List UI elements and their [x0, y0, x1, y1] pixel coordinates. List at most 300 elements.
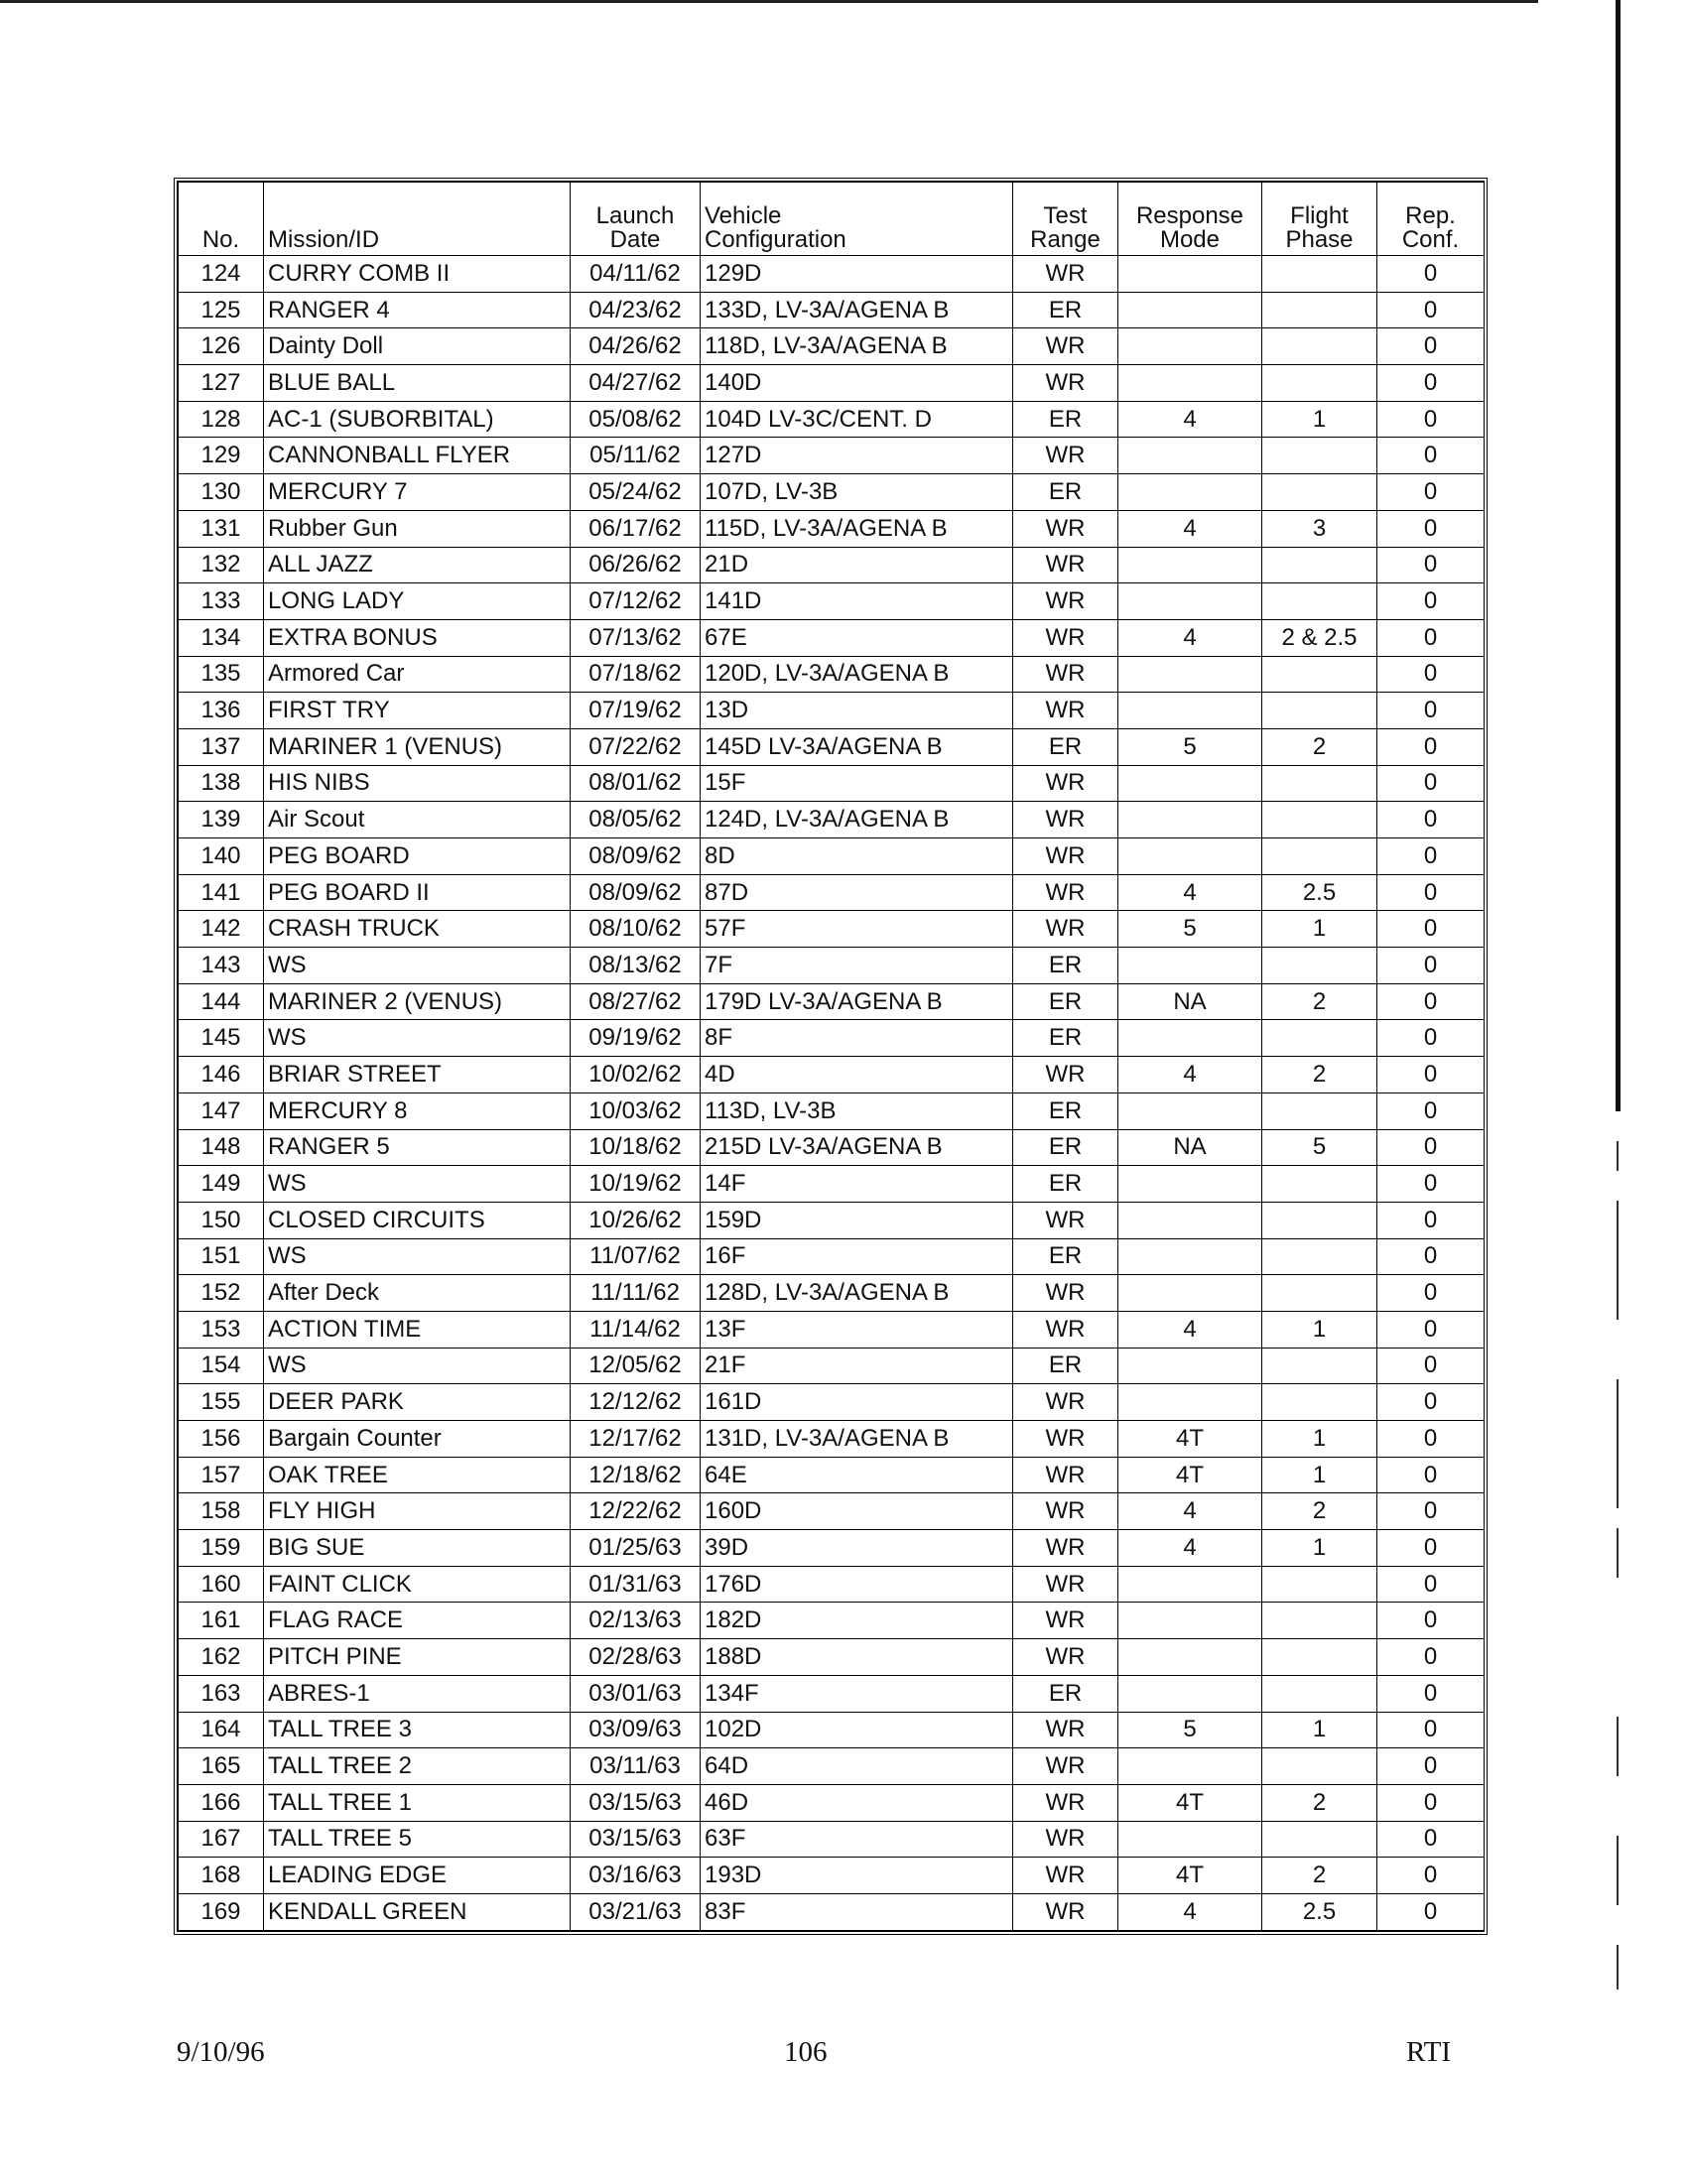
cell-flight-phase — [1262, 583, 1377, 620]
header-flight-phase: Flight Phase — [1262, 183, 1377, 256]
header-no: No. — [179, 183, 264, 256]
table-row — [179, 874, 1485, 911]
cell-launch-date: 05/08/62 — [571, 401, 701, 438]
cell-response-mode — [1118, 256, 1262, 293]
cell-rep-conf: 0 — [1377, 583, 1485, 620]
cell-launch-date: 11/11/62 — [571, 1275, 701, 1312]
cell-flight-phase — [1262, 1238, 1377, 1275]
table-row — [179, 365, 1485, 402]
cell-test-range: WR — [1013, 438, 1118, 474]
cell-test-range: ER — [1013, 1675, 1118, 1712]
cell-mission-id: WS — [264, 1020, 571, 1057]
cell-test-range: WR — [1013, 1384, 1118, 1421]
cell-response-mode — [1118, 1384, 1262, 1421]
cell-rep-conf: 0 — [1377, 547, 1485, 583]
cell-vehicle-configuration: 64D — [701, 1748, 1013, 1785]
header-rep-conf: Rep. Conf. — [1377, 183, 1485, 256]
cell-rep-conf: 0 — [1377, 1748, 1485, 1785]
cell-no: 125 — [179, 292, 264, 328]
cell-rep-conf: 0 — [1377, 1603, 1485, 1639]
cell-no: 130 — [179, 474, 264, 511]
table-row — [179, 765, 1485, 802]
table-row — [179, 1348, 1485, 1384]
cell-flight-phase — [1262, 838, 1377, 875]
table-row — [179, 1166, 1485, 1203]
cell-vehicle-configuration: 15F — [701, 765, 1013, 802]
cell-flight-phase — [1262, 438, 1377, 474]
cell-launch-date: 09/19/62 — [571, 1020, 701, 1057]
cell-mission-id: ACTION TIME — [264, 1311, 571, 1348]
cell-rep-conf: 0 — [1377, 1421, 1485, 1458]
cell-response-mode — [1118, 1238, 1262, 1275]
cell-no: 127 — [179, 365, 264, 402]
cell-vehicle-configuration: 140D — [701, 365, 1013, 402]
cell-flight-phase: 2 & 2.5 — [1262, 619, 1377, 656]
cell-no: 141 — [179, 874, 264, 911]
cell-mission-id: PITCH PINE — [264, 1639, 571, 1676]
cell-vehicle-configuration: 4D — [701, 1057, 1013, 1093]
cell-mission-id: CLOSED CIRCUITS — [264, 1202, 571, 1238]
cell-flight-phase — [1262, 948, 1377, 984]
table-row — [179, 256, 1485, 293]
cell-no: 160 — [179, 1566, 264, 1603]
cell-no: 157 — [179, 1457, 264, 1493]
table-row — [179, 619, 1485, 656]
cell-mission-id: MARINER 1 (VENUS) — [264, 728, 571, 765]
cell-no: 132 — [179, 547, 264, 583]
cell-response-mode: 4 — [1118, 1057, 1262, 1093]
cell-vehicle-configuration: 104D LV-3C/CENT. D — [701, 401, 1013, 438]
cell-launch-date: 03/15/63 — [571, 1821, 701, 1858]
right-scan-mark — [1617, 1528, 1619, 1578]
header-test-range: Test Range — [1013, 183, 1118, 256]
cell-rep-conf: 0 — [1377, 1784, 1485, 1821]
cell-mission-id: PEG BOARD — [264, 838, 571, 875]
table-row — [179, 1092, 1485, 1129]
cell-test-range: ER — [1013, 1166, 1118, 1203]
cell-response-mode: 4 — [1118, 1493, 1262, 1530]
cell-flight-phase — [1262, 1092, 1377, 1129]
cell-flight-phase — [1262, 1675, 1377, 1712]
cell-flight-phase: 1 — [1262, 911, 1377, 948]
cell-flight-phase: 2 — [1262, 1858, 1377, 1894]
cell-vehicle-configuration: 14F — [701, 1166, 1013, 1203]
cell-response-mode — [1118, 1603, 1262, 1639]
cell-test-range: ER — [1013, 474, 1118, 511]
cell-test-range: WR — [1013, 1712, 1118, 1748]
right-scan-mark — [1617, 1201, 1619, 1320]
cell-no: 126 — [179, 328, 264, 365]
cell-test-range: WR — [1013, 547, 1118, 583]
cell-response-mode — [1118, 1348, 1262, 1384]
table-row — [179, 292, 1485, 328]
cell-response-mode — [1118, 1566, 1262, 1603]
cell-launch-date: 12/05/62 — [571, 1348, 701, 1384]
cell-flight-phase — [1262, 693, 1377, 729]
cell-no: 129 — [179, 438, 264, 474]
cell-response-mode: 5 — [1118, 1712, 1262, 1748]
cell-vehicle-configuration: 193D — [701, 1858, 1013, 1894]
cell-rep-conf: 0 — [1377, 1675, 1485, 1712]
cell-response-mode: 4 — [1118, 1530, 1262, 1567]
cell-rep-conf: 0 — [1377, 292, 1485, 328]
table-row — [179, 693, 1485, 729]
cell-flight-phase — [1262, 292, 1377, 328]
cell-no: 163 — [179, 1675, 264, 1712]
cell-no: 145 — [179, 1020, 264, 1057]
cell-rep-conf: 0 — [1377, 1712, 1485, 1748]
cell-launch-date: 11/07/62 — [571, 1238, 701, 1275]
mission-table-frame — [174, 178, 1488, 1935]
cell-rep-conf: 0 — [1377, 874, 1485, 911]
cell-no: 155 — [179, 1384, 264, 1421]
cell-test-range: WR — [1013, 256, 1118, 293]
cell-rep-conf: 0 — [1377, 256, 1485, 293]
cell-rep-conf: 0 — [1377, 728, 1485, 765]
cell-mission-id: TALL TREE 5 — [264, 1821, 571, 1858]
cell-vehicle-configuration: 39D — [701, 1530, 1013, 1567]
cell-no: 136 — [179, 693, 264, 729]
right-scan-mark — [1617, 1379, 1619, 1508]
cell-launch-date: 04/26/62 — [571, 328, 701, 365]
cell-response-mode — [1118, 1748, 1262, 1785]
cell-response-mode — [1118, 438, 1262, 474]
cell-no: 144 — [179, 983, 264, 1020]
cell-vehicle-configuration: 145D LV-3A/AGENA B — [701, 728, 1013, 765]
cell-vehicle-configuration: 83F — [701, 1893, 1013, 1930]
cell-no: 134 — [179, 619, 264, 656]
cell-mission-id: DEER PARK — [264, 1384, 571, 1421]
cell-mission-id: BRIAR STREET — [264, 1057, 571, 1093]
cell-response-mode: 4 — [1118, 874, 1262, 911]
cell-vehicle-configuration: 64E — [701, 1457, 1013, 1493]
cell-mission-id: BLUE BALL — [264, 365, 571, 402]
cell-vehicle-configuration: 8D — [701, 838, 1013, 875]
cell-flight-phase — [1262, 1384, 1377, 1421]
cell-mission-id: RANGER 5 — [264, 1129, 571, 1166]
cell-rep-conf: 0 — [1377, 1457, 1485, 1493]
cell-response-mode: 4T — [1118, 1858, 1262, 1894]
cell-vehicle-configuration: 67E — [701, 619, 1013, 656]
cell-no: 124 — [179, 256, 264, 293]
cell-mission-id: RANGER 4 — [264, 292, 571, 328]
cell-rep-conf: 0 — [1377, 365, 1485, 402]
cell-vehicle-configuration: 129D — [701, 256, 1013, 293]
cell-response-mode: 4T — [1118, 1784, 1262, 1821]
header-mission-id: Mission/ID — [264, 183, 571, 256]
cell-vehicle-configuration: 118D, LV-3A/AGENA B — [701, 328, 1013, 365]
cell-flight-phase — [1262, 1020, 1377, 1057]
table-row — [179, 1530, 1485, 1567]
cell-flight-phase: 2 — [1262, 728, 1377, 765]
cell-rep-conf: 0 — [1377, 1275, 1485, 1312]
cell-vehicle-configuration: 120D, LV-3A/AGENA B — [701, 656, 1013, 693]
cell-vehicle-configuration: 131D, LV-3A/AGENA B — [701, 1421, 1013, 1458]
header-launch-date: Launch Date — [571, 183, 701, 256]
cell-mission-id: ABRES-1 — [264, 1675, 571, 1712]
cell-response-mode — [1118, 1275, 1262, 1312]
cell-launch-date: 07/18/62 — [571, 656, 701, 693]
cell-launch-date: 12/17/62 — [571, 1421, 701, 1458]
table-row — [179, 1275, 1485, 1312]
table-row — [179, 474, 1485, 511]
table-row — [179, 1384, 1485, 1421]
cell-vehicle-configuration: 16F — [701, 1238, 1013, 1275]
cell-launch-date: 08/09/62 — [571, 874, 701, 911]
cell-vehicle-configuration: 141D — [701, 583, 1013, 620]
cell-launch-date: 05/24/62 — [571, 474, 701, 511]
table-row — [179, 510, 1485, 547]
cell-rep-conf: 0 — [1377, 693, 1485, 729]
cell-launch-date: 10/18/62 — [571, 1129, 701, 1166]
cell-flight-phase: 5 — [1262, 1129, 1377, 1166]
cell-rep-conf: 0 — [1377, 1566, 1485, 1603]
cell-response-mode — [1118, 1092, 1262, 1129]
cell-mission-id: Rubber Gun — [264, 510, 571, 547]
cell-mission-id: CURRY COMB II — [264, 256, 571, 293]
footer-page-number: 106 — [784, 2036, 828, 2068]
cell-flight-phase — [1262, 656, 1377, 693]
cell-rep-conf: 0 — [1377, 1384, 1485, 1421]
cell-vehicle-configuration: 215D LV-3A/AGENA B — [701, 1129, 1013, 1166]
cell-no: 162 — [179, 1639, 264, 1676]
cell-rep-conf: 0 — [1377, 765, 1485, 802]
cell-test-range: WR — [1013, 1893, 1118, 1930]
cell-vehicle-configuration: 13F — [701, 1311, 1013, 1348]
cell-mission-id: Dainty Doll — [264, 328, 571, 365]
cell-no: 137 — [179, 728, 264, 765]
cell-response-mode — [1118, 693, 1262, 729]
cell-no: 169 — [179, 1893, 264, 1930]
cell-no: 148 — [179, 1129, 264, 1166]
cell-response-mode — [1118, 838, 1262, 875]
cell-test-range: ER — [1013, 1129, 1118, 1166]
table-row — [179, 802, 1485, 838]
cell-no: 166 — [179, 1784, 264, 1821]
table-row — [179, 1057, 1485, 1093]
footer-date: 9/10/96 — [177, 2036, 265, 2068]
table-row — [179, 911, 1485, 948]
cell-rep-conf: 0 — [1377, 1238, 1485, 1275]
cell-launch-date: 07/22/62 — [571, 728, 701, 765]
cell-response-mode — [1118, 583, 1262, 620]
cell-test-range: WR — [1013, 693, 1118, 729]
cell-rep-conf: 0 — [1377, 1311, 1485, 1348]
cell-launch-date: 07/19/62 — [571, 693, 701, 729]
cell-mission-id: FLAG RACE — [264, 1603, 571, 1639]
cell-vehicle-configuration: 115D, LV-3A/AGENA B — [701, 510, 1013, 547]
cell-test-range: WR — [1013, 1639, 1118, 1676]
cell-test-range: ER — [1013, 1238, 1118, 1275]
cell-vehicle-configuration: 161D — [701, 1384, 1013, 1421]
cell-mission-id: LEADING EDGE — [264, 1858, 571, 1894]
header-response-mode: Response Mode — [1118, 183, 1262, 256]
cell-test-range: ER — [1013, 1348, 1118, 1384]
table-row — [179, 1821, 1485, 1858]
cell-response-mode — [1118, 765, 1262, 802]
cell-test-range: ER — [1013, 292, 1118, 328]
cell-launch-date: 12/22/62 — [571, 1493, 701, 1530]
cell-launch-date: 12/18/62 — [571, 1457, 701, 1493]
cell-response-mode: NA — [1118, 1129, 1262, 1166]
cell-rep-conf: 0 — [1377, 401, 1485, 438]
cell-mission-id: CANNONBALL FLYER — [264, 438, 571, 474]
cell-test-range: WR — [1013, 1457, 1118, 1493]
cell-launch-date: 03/21/63 — [571, 1893, 701, 1930]
cell-rep-conf: 0 — [1377, 1020, 1485, 1057]
cell-response-mode: 4T — [1118, 1457, 1262, 1493]
cell-no: 149 — [179, 1166, 264, 1203]
cell-test-range: WR — [1013, 1275, 1118, 1312]
cell-vehicle-configuration: 127D — [701, 438, 1013, 474]
cell-rep-conf: 0 — [1377, 1893, 1485, 1930]
cell-test-range: WR — [1013, 1493, 1118, 1530]
table-row — [179, 1858, 1485, 1894]
cell-flight-phase — [1262, 365, 1377, 402]
cell-test-range: WR — [1013, 1421, 1118, 1458]
table-row — [179, 1202, 1485, 1238]
cell-launch-date: 10/02/62 — [571, 1057, 701, 1093]
cell-no: 135 — [179, 656, 264, 693]
cell-test-range: WR — [1013, 1566, 1118, 1603]
cell-response-mode: 4 — [1118, 401, 1262, 438]
right-scan-mark — [1617, 1141, 1619, 1171]
cell-flight-phase — [1262, 1566, 1377, 1603]
cell-launch-date: 05/11/62 — [571, 438, 701, 474]
cell-vehicle-configuration: 159D — [701, 1202, 1013, 1238]
cell-flight-phase — [1262, 474, 1377, 511]
cell-rep-conf: 0 — [1377, 1092, 1485, 1129]
cell-response-mode: 4 — [1118, 1893, 1262, 1930]
cell-rep-conf: 0 — [1377, 1821, 1485, 1858]
cell-response-mode — [1118, 1202, 1262, 1238]
cell-response-mode: 4 — [1118, 510, 1262, 547]
cell-mission-id: AC-1 (SUBORBITAL) — [264, 401, 571, 438]
cell-no: 164 — [179, 1712, 264, 1748]
cell-test-range: WR — [1013, 656, 1118, 693]
cell-no: 131 — [179, 510, 264, 547]
cell-mission-id: Air Scout — [264, 802, 571, 838]
cell-mission-id: Bargain Counter — [264, 1421, 571, 1458]
cell-vehicle-configuration: 46D — [701, 1784, 1013, 1821]
cell-flight-phase: 2 — [1262, 1493, 1377, 1530]
cell-vehicle-configuration: 179D LV-3A/AGENA B — [701, 983, 1013, 1020]
cell-vehicle-configuration: 87D — [701, 874, 1013, 911]
cell-flight-phase — [1262, 1166, 1377, 1203]
cell-test-range: ER — [1013, 1020, 1118, 1057]
top-scan-rule — [0, 0, 1538, 3]
cell-response-mode — [1118, 547, 1262, 583]
table-row — [179, 1457, 1485, 1493]
mission-table — [178, 182, 1485, 1931]
cell-response-mode — [1118, 948, 1262, 984]
cell-test-range: WR — [1013, 510, 1118, 547]
cell-mission-id: FIRST TRY — [264, 693, 571, 729]
cell-launch-date: 03/09/63 — [571, 1712, 701, 1748]
cell-response-mode — [1118, 1675, 1262, 1712]
cell-no: 168 — [179, 1858, 264, 1894]
cell-no: 158 — [179, 1493, 264, 1530]
right-scan-rule — [1616, 0, 1621, 1111]
cell-mission-id: WS — [264, 1166, 571, 1203]
table-row — [179, 1421, 1485, 1458]
cell-no: 152 — [179, 1275, 264, 1312]
cell-flight-phase — [1262, 1748, 1377, 1785]
cell-rep-conf: 0 — [1377, 1129, 1485, 1166]
cell-rep-conf: 0 — [1377, 474, 1485, 511]
cell-rep-conf: 0 — [1377, 328, 1485, 365]
cell-test-range: WR — [1013, 619, 1118, 656]
cell-launch-date: 03/01/63 — [571, 1675, 701, 1712]
cell-response-mode — [1118, 656, 1262, 693]
cell-no: 146 — [179, 1057, 264, 1093]
cell-rep-conf: 0 — [1377, 983, 1485, 1020]
cell-vehicle-configuration: 160D — [701, 1493, 1013, 1530]
footer-org: RTI — [1406, 2036, 1451, 2068]
table-body — [179, 256, 1485, 1931]
table-row — [179, 1639, 1485, 1676]
table-row — [179, 948, 1485, 984]
cell-vehicle-configuration: 124D, LV-3A/AGENA B — [701, 802, 1013, 838]
cell-launch-date: 03/15/63 — [571, 1784, 701, 1821]
cell-test-range: WR — [1013, 1784, 1118, 1821]
cell-flight-phase — [1262, 1821, 1377, 1858]
cell-no: 150 — [179, 1202, 264, 1238]
cell-test-range: WR — [1013, 328, 1118, 365]
cell-mission-id: KENDALL GREEN — [264, 1893, 571, 1930]
table-row — [179, 728, 1485, 765]
cell-launch-date: 10/26/62 — [571, 1202, 701, 1238]
cell-no: 161 — [179, 1603, 264, 1639]
cell-vehicle-configuration: 107D, LV-3B — [701, 474, 1013, 511]
cell-launch-date: 06/17/62 — [571, 510, 701, 547]
cell-flight-phase — [1262, 1639, 1377, 1676]
cell-no: 153 — [179, 1311, 264, 1348]
table-row — [179, 547, 1485, 583]
cell-flight-phase: 1 — [1262, 1457, 1377, 1493]
cell-mission-id: WS — [264, 1238, 571, 1275]
cell-rep-conf: 0 — [1377, 1202, 1485, 1238]
cell-mission-id: FLY HIGH — [264, 1493, 571, 1530]
cell-flight-phase — [1262, 1348, 1377, 1384]
cell-response-mode — [1118, 1020, 1262, 1057]
cell-vehicle-configuration: 102D — [701, 1712, 1013, 1748]
cell-rep-conf: 0 — [1377, 1057, 1485, 1093]
cell-rep-conf: 0 — [1377, 1348, 1485, 1384]
cell-rep-conf: 0 — [1377, 802, 1485, 838]
cell-rep-conf: 0 — [1377, 948, 1485, 984]
table-row — [179, 1603, 1485, 1639]
cell-vehicle-configuration: 57F — [701, 911, 1013, 948]
cell-test-range: ER — [1013, 401, 1118, 438]
cell-launch-date: 03/11/63 — [571, 1748, 701, 1785]
cell-launch-date: 08/09/62 — [571, 838, 701, 875]
cell-flight-phase — [1262, 328, 1377, 365]
cell-flight-phase: 2.5 — [1262, 874, 1377, 911]
cell-test-range: ER — [1013, 728, 1118, 765]
cell-launch-date: 03/16/63 — [571, 1858, 701, 1894]
cell-response-mode — [1118, 292, 1262, 328]
cell-test-range: WR — [1013, 765, 1118, 802]
cell-mission-id: PEG BOARD II — [264, 874, 571, 911]
cell-vehicle-configuration: 128D, LV-3A/AGENA B — [701, 1275, 1013, 1312]
cell-vehicle-configuration: 13D — [701, 693, 1013, 729]
cell-mission-id: HIS NIBS — [264, 765, 571, 802]
right-scan-mark — [1617, 1945, 1619, 1990]
cell-flight-phase — [1262, 1202, 1377, 1238]
cell-mission-id: WS — [264, 948, 571, 984]
cell-response-mode — [1118, 474, 1262, 511]
